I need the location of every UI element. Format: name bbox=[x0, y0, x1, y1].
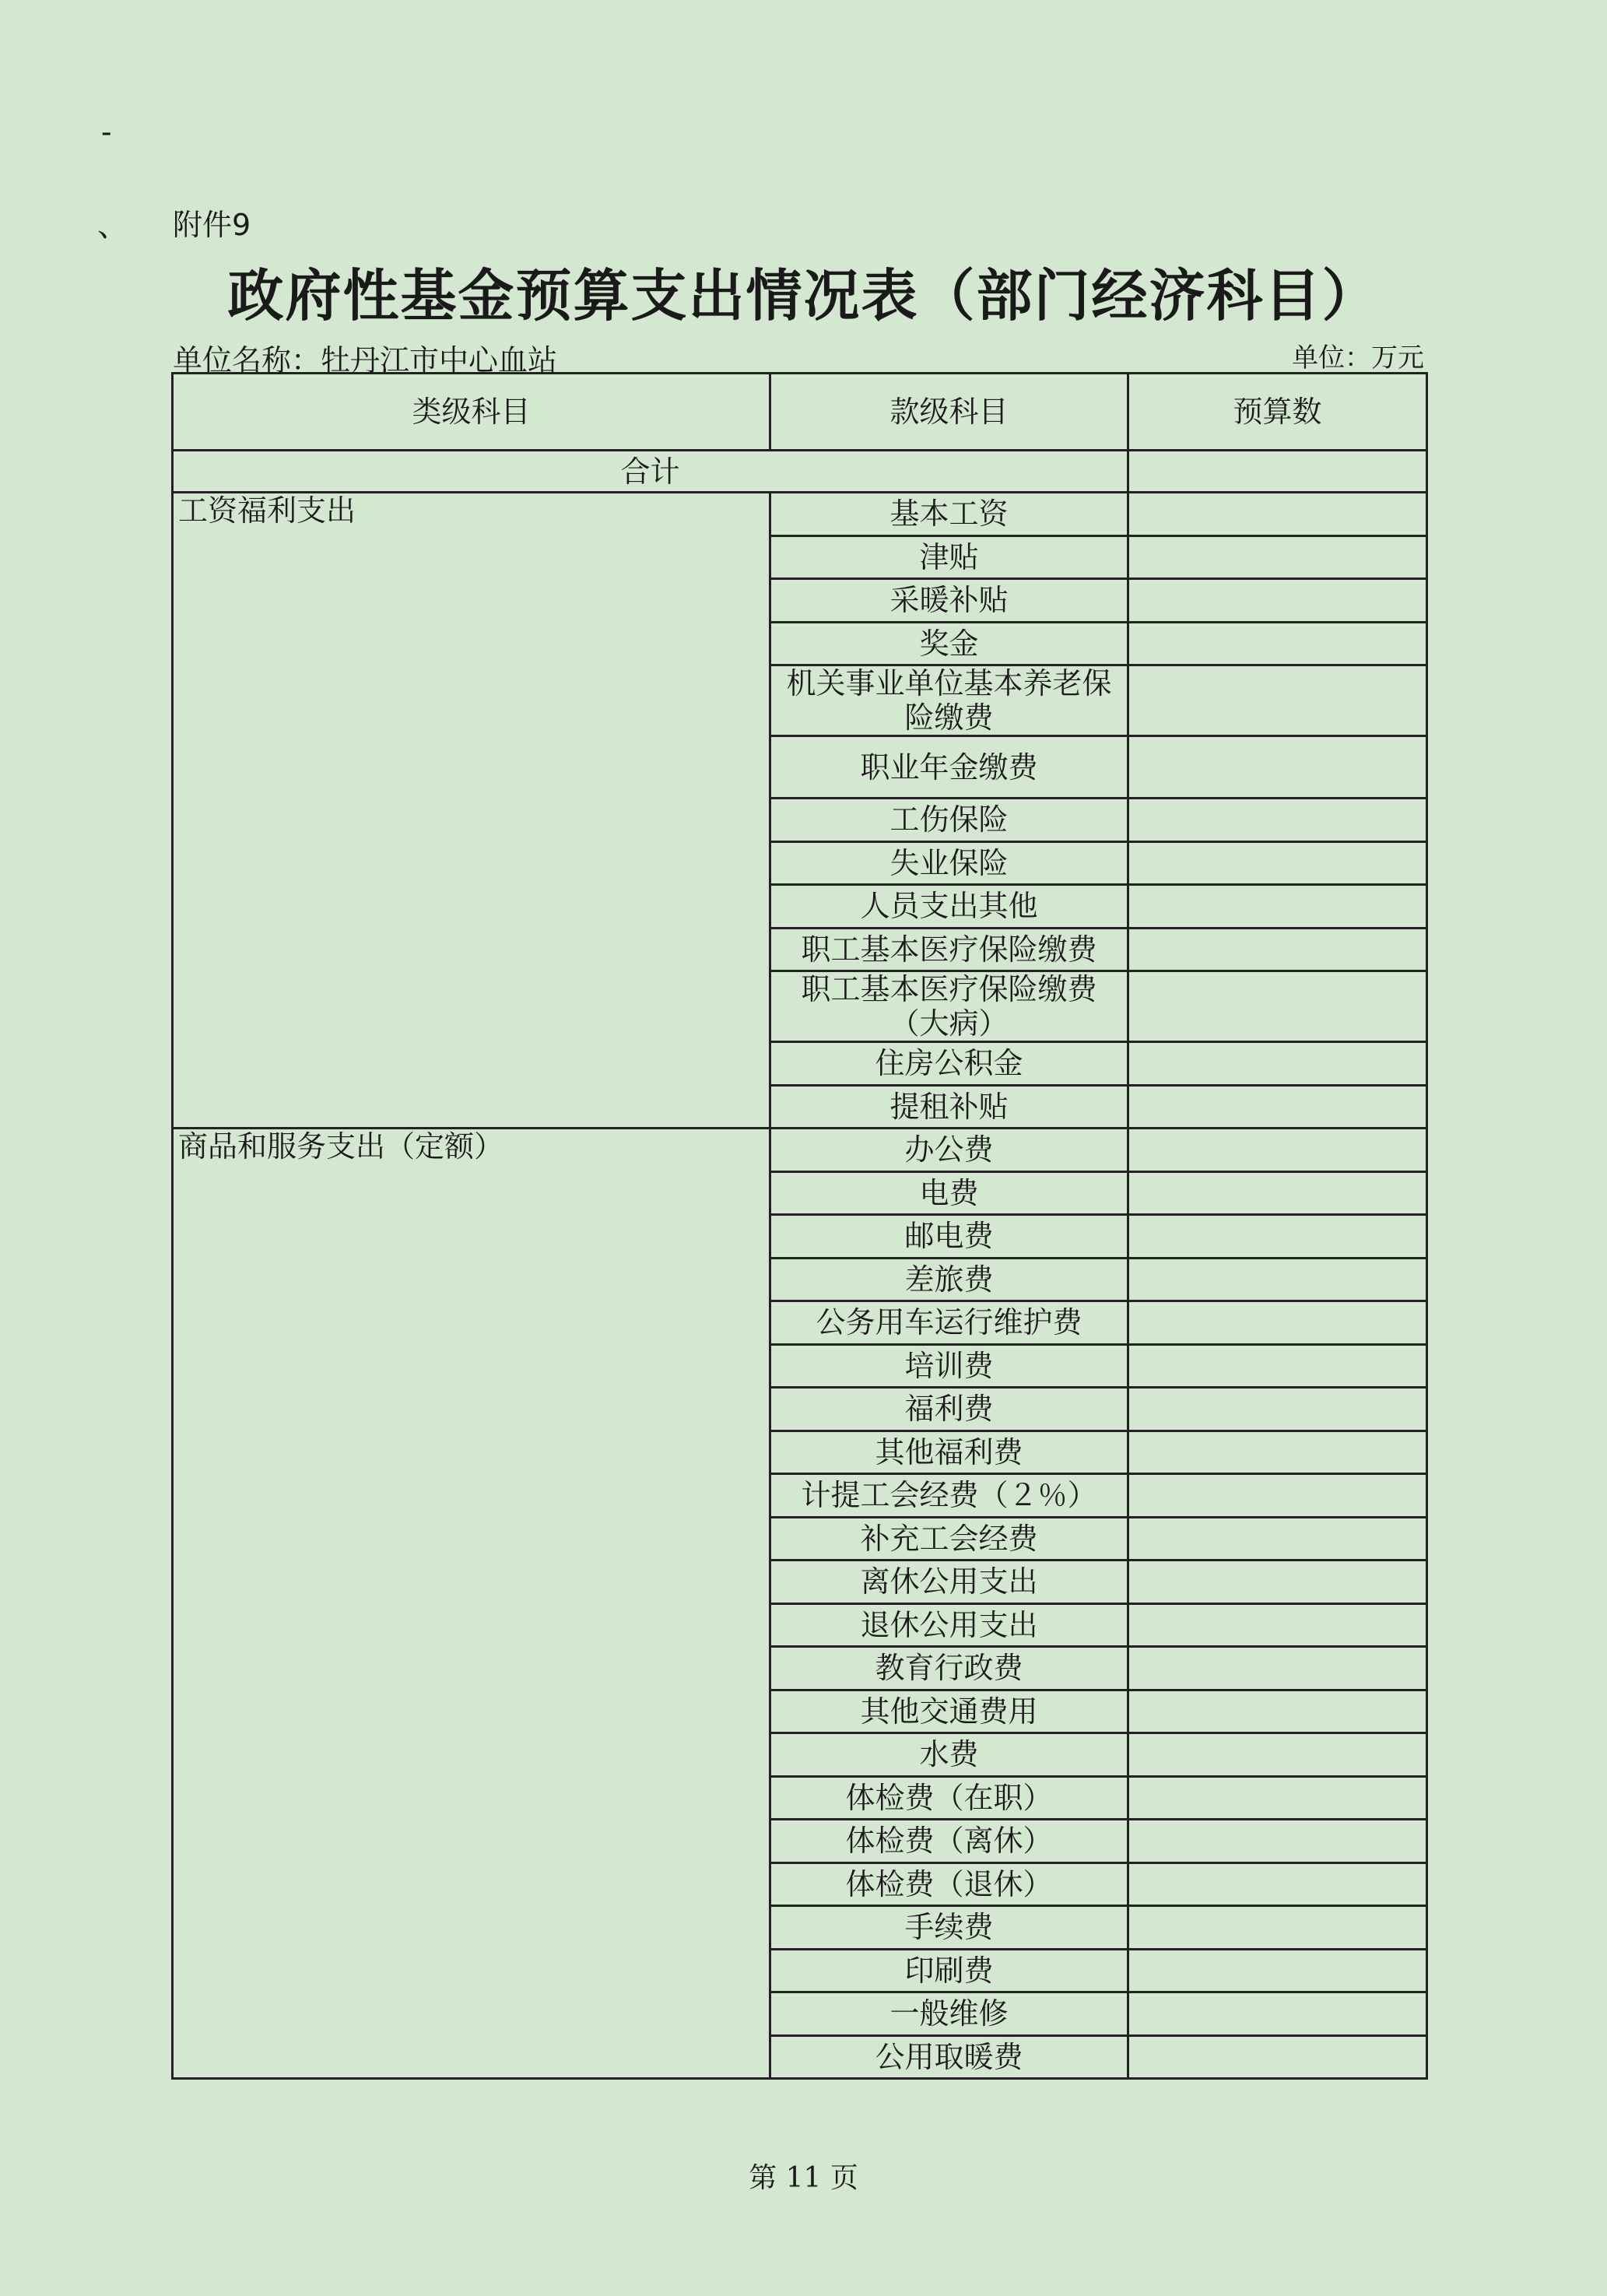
item-cell: 印刷费 bbox=[770, 1949, 1128, 1992]
item-cell: 公用取暖费 bbox=[770, 2035, 1128, 2079]
item-cell: 一般维修 bbox=[770, 1992, 1128, 2036]
amount-cell bbox=[1128, 1388, 1427, 1431]
item-cell: 体检费（离休） bbox=[770, 1820, 1128, 1863]
amount-cell bbox=[1128, 1258, 1427, 1301]
item-cell: 采暖补贴 bbox=[770, 579, 1128, 623]
item-cell: 职工基本医疗保险缴费（大病） bbox=[770, 971, 1128, 1042]
item-cell: 职业年金缴费 bbox=[770, 736, 1128, 799]
item-cell: 体检费（在职） bbox=[770, 1776, 1128, 1820]
item-cell: 手续费 bbox=[770, 1906, 1128, 1950]
amount-cell bbox=[1128, 1085, 1427, 1129]
item-cell: 其他交通费用 bbox=[770, 1690, 1128, 1733]
amount-cell bbox=[1128, 1820, 1427, 1863]
amount-cell bbox=[1128, 841, 1427, 885]
item-cell: 计提工会经费（２％） bbox=[770, 1474, 1128, 1518]
item-cell: 水费 bbox=[770, 1733, 1128, 1777]
amount-cell bbox=[1128, 1690, 1427, 1733]
amount-cell bbox=[1128, 1647, 1427, 1690]
item-cell: 离休公用支出 bbox=[770, 1561, 1128, 1604]
amount-cell bbox=[1128, 736, 1427, 799]
item-cell: 差旅费 bbox=[770, 1258, 1128, 1301]
item-cell: 基本工资 bbox=[770, 493, 1128, 536]
amount-cell bbox=[1128, 665, 1427, 736]
amount-cell bbox=[1128, 1431, 1427, 1474]
amount-cell bbox=[1128, 1215, 1427, 1259]
item-cell: 退休公用支出 bbox=[770, 1603, 1128, 1647]
amount-cell bbox=[1128, 1474, 1427, 1518]
amount-cell bbox=[1128, 971, 1427, 1042]
table-header-row bbox=[173, 374, 1427, 451]
total-value bbox=[1128, 451, 1427, 493]
item-cell: 其他福利费 bbox=[770, 1431, 1128, 1474]
amount-cell bbox=[1128, 799, 1427, 842]
unit-name: 单位名称：牡丹江市中心血站 bbox=[173, 343, 558, 377]
amount-cell bbox=[1128, 1733, 1427, 1777]
item-cell: 邮电费 bbox=[770, 1215, 1128, 1259]
table-row bbox=[173, 1129, 1427, 1172]
attachment-label: 附件9 bbox=[173, 208, 251, 242]
item-cell: 人员支出其他 bbox=[770, 885, 1128, 929]
amount-cell bbox=[1128, 493, 1427, 536]
category-cell: 商品和服务支出（定额） bbox=[173, 1129, 770, 2079]
total-row bbox=[173, 451, 1427, 493]
amount-cell bbox=[1128, 1862, 1427, 1906]
column-header-amount: 预算数 bbox=[1128, 374, 1427, 451]
item-cell: 公务用车运行维护费 bbox=[770, 1301, 1128, 1345]
amount-cell bbox=[1128, 1171, 1427, 1215]
item-cell: 失业保险 bbox=[770, 841, 1128, 885]
item-cell: 机关事业单位基本养老保险缴费 bbox=[770, 665, 1128, 736]
item-cell: 培训费 bbox=[770, 1344, 1128, 1388]
amount-cell bbox=[1128, 1301, 1427, 1345]
column-header-category: 类级科目 bbox=[173, 374, 770, 451]
item-cell: 电费 bbox=[770, 1171, 1128, 1215]
item-cell: 提租补贴 bbox=[770, 1085, 1128, 1129]
amount-cell bbox=[1128, 1344, 1427, 1388]
column-header-item: 款级科目 bbox=[770, 374, 1128, 451]
item-cell: 职工基本医疗保险缴费 bbox=[770, 928, 1128, 971]
item-cell: 补充工会经费 bbox=[770, 1517, 1128, 1561]
item-cell: 体检费（退休） bbox=[770, 1862, 1128, 1906]
item-cell: 办公费 bbox=[770, 1129, 1128, 1172]
table-body bbox=[173, 451, 1427, 2079]
amount-cell bbox=[1128, 885, 1427, 929]
amount-cell bbox=[1128, 579, 1427, 623]
amount-cell bbox=[1128, 1776, 1427, 1820]
total-label: 合计 bbox=[173, 451, 1128, 493]
amount-cell bbox=[1128, 1517, 1427, 1561]
amount-cell bbox=[1128, 622, 1427, 665]
amount-cell bbox=[1128, 1906, 1427, 1950]
scan-mark: 、 bbox=[97, 208, 128, 244]
amount-cell bbox=[1128, 928, 1427, 971]
amount-cell bbox=[1128, 1129, 1427, 1172]
category-cell: 工资福利支出 bbox=[173, 493, 770, 1129]
amount-cell bbox=[1128, 2035, 1427, 2079]
scan-mark: - bbox=[101, 114, 112, 150]
page-number: 第 11 页 bbox=[749, 2162, 858, 2194]
budget-table bbox=[171, 372, 1428, 2080]
amount-cell bbox=[1128, 1603, 1427, 1647]
table-row bbox=[173, 493, 1427, 536]
page-title: 政府性基金预算支出情况表（部门经济科目） bbox=[227, 262, 1380, 328]
item-cell: 工伤保险 bbox=[770, 799, 1128, 842]
item-cell: 津贴 bbox=[770, 535, 1128, 579]
item-cell: 住房公积金 bbox=[770, 1042, 1128, 1086]
item-cell: 教育行政费 bbox=[770, 1647, 1128, 1690]
item-cell: 福利费 bbox=[770, 1388, 1128, 1431]
item-cell: 奖金 bbox=[770, 622, 1128, 665]
amount-cell bbox=[1128, 1561, 1427, 1604]
amount-cell bbox=[1128, 1992, 1427, 2036]
unit-measure: 单位：万元 bbox=[1292, 342, 1424, 374]
amount-cell bbox=[1128, 535, 1427, 579]
amount-cell bbox=[1128, 1949, 1427, 1992]
amount-cell bbox=[1128, 1042, 1427, 1086]
